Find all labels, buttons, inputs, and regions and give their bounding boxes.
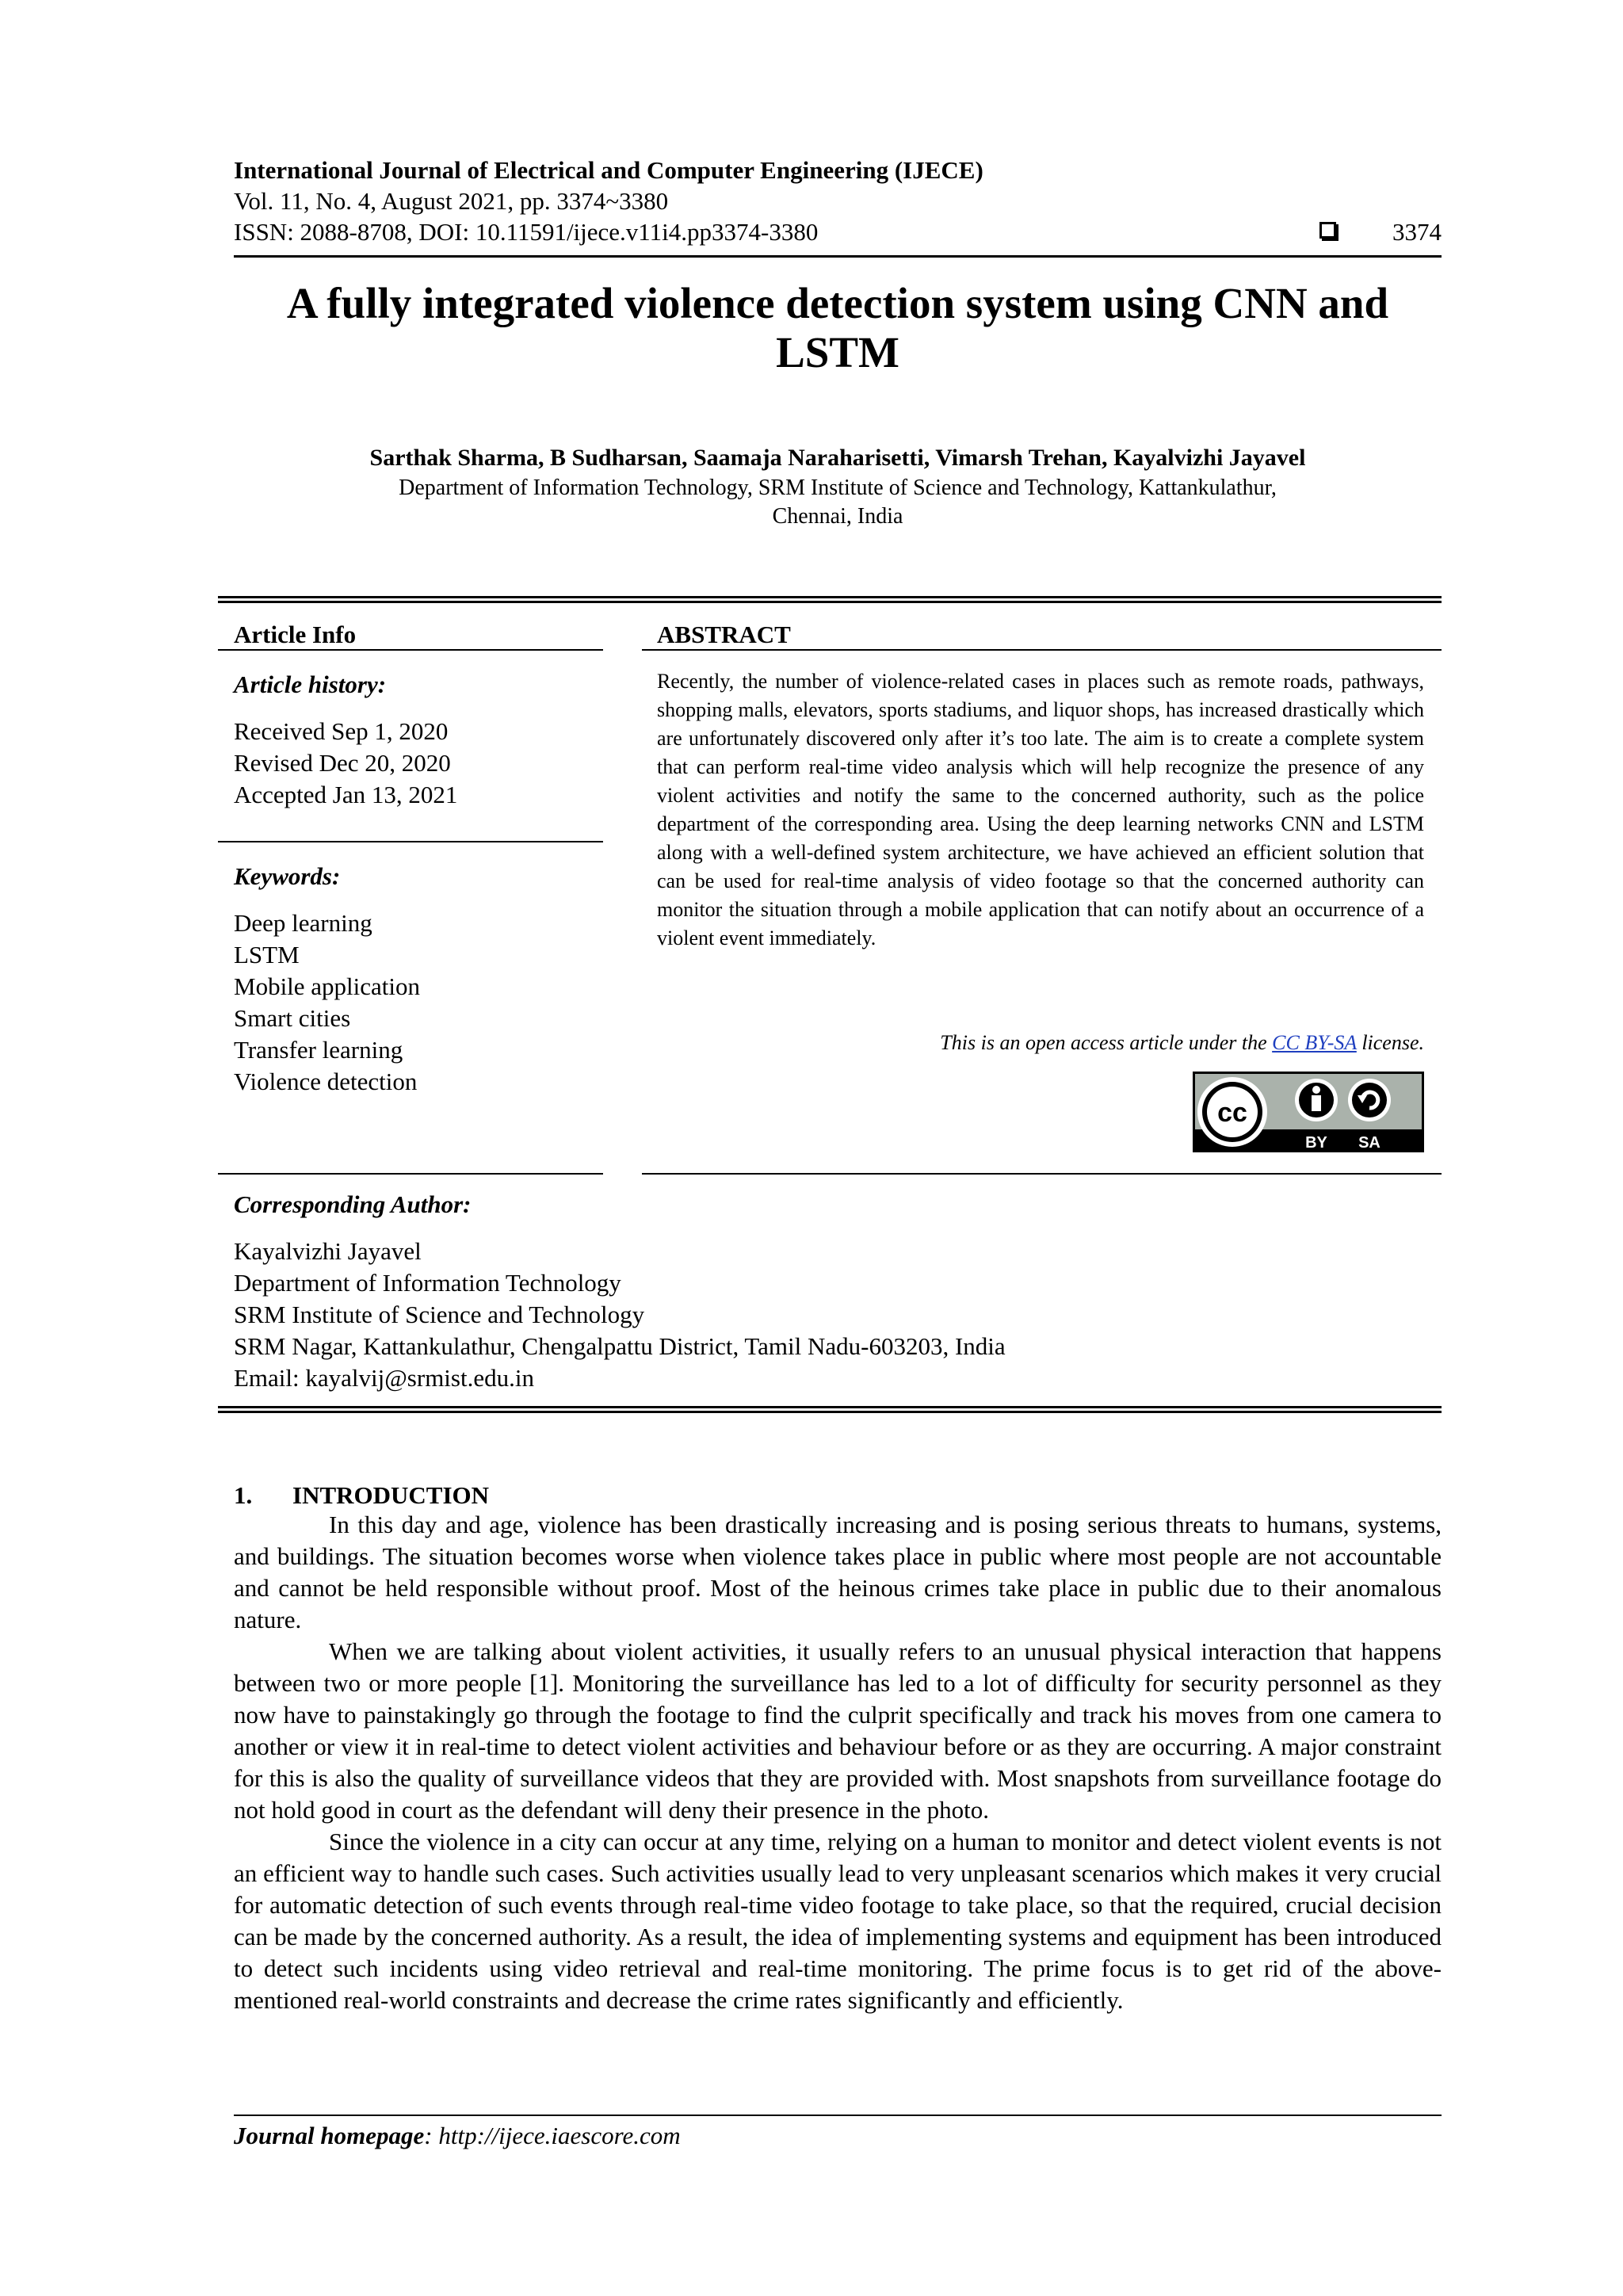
corresponding-email: Email: kayalvij@srmist.edu.in: [234, 1364, 534, 1392]
footer-url[interactable]: : http://ijece.iaescore.com: [424, 2122, 681, 2149]
abstract-text: Recently, the number of violence-related cases in places such as remote roads, pathways, shopping malls, elevators, sports stadiums, and liquor shops, has increased drastically which are unfortunately discovered only after it’s too late. The aim is to create a complete system that can perform real-time video analysis which will help recognize the presence of any violent activities and notify the same to the concerned authority, such as the police department of the corresponding area. Using the deep learning networks CNN and LSTM along with a well-defined system architecture, we have achieved an efficient solution that can be used for real-time analysis of video footage so that the concerned authority can monitor the situation through a mobile application that can notify about an occurrence of a violent event immediately.: [657, 670, 1424, 949]
corresponding-address: SRM Nagar, Kattankulathur, Chengalpattu District, Tamil Nadu-603203, India: [234, 1332, 1006, 1360]
keywords-heading: Keywords:: [234, 862, 341, 890]
footer: [234, 2121, 681, 2151]
keyword-list: [234, 907, 420, 1098]
affiliation-line-1: Department of Information Technology, SRM Institute of Science and Technology, Kattankulathur,: [399, 476, 1277, 500]
paragraph: When we are talking about violent activities, it usually refers to an unusual physical interaction that happens between two or more people [1]. Monitoring the surveillance has led to a lot of difficulty for security personnel as they now have to painstakingly go through the footage to find the culprit specifically and track his moves from one camera to another or view it in real-time to detect violent activities and behaviour before or as they are occurring. A major constraint for this is also the quality of surveillance videos that they are provided with. Most snapshots from surveillance footage do not hold good in court as the defendant will deny their presence in the photo.: [234, 1637, 1442, 1824]
footer-rule: [234, 2115, 1442, 2116]
page-box-icon: [1319, 222, 1336, 239]
license-suffix: license.: [1356, 1031, 1424, 1054]
badge-sa-text: SA: [1358, 1134, 1381, 1152]
header-rule: [234, 255, 1442, 258]
abstract-rule: [642, 649, 1442, 651]
paragraph: Since the violence in a city can occur at any time, relying on a human to monitor and detect violent events is not an efficient way to handle such cases. Such activities usually lead to very unpleasant scenarios which makes it very crucial for automatic detection of such events through real-time video footage to take place, so that the required, crucial decision can be made by the concerned authority. As a result, the idea of implementing systems and equipment has been introduced to detect such incidents using video retrieval and real-time monitoring. The prime focus is to get rid of the above-mentioned real-world constraints and decrease the crime rates significantly and efficiently.: [234, 1828, 1442, 2014]
section-title: INTRODUCTION: [292, 1481, 490, 1509]
footer-label: Journal homepage: [234, 2122, 425, 2149]
keyword-item: LSTM: [234, 941, 300, 968]
paper-title: [234, 279, 1442, 377]
affiliation: [234, 474, 1442, 531]
license-prefix: This is an open access article under the: [940, 1031, 1273, 1054]
badge-cc-text: cc: [1217, 1098, 1247, 1128]
issn-doi: ISSN: 2088-8708, DOI: 10.11591/ijece.v11i4.pp3374-3380: [234, 218, 819, 246]
corresponding-name: Kayalvizhi Jayavel: [234, 1237, 422, 1265]
badge-by-text: BY: [1305, 1134, 1327, 1152]
abstract-heading: ABSTRACT: [657, 621, 791, 648]
affiliation-line-2: Chennai, India: [772, 504, 903, 529]
author-list: Sarthak Sharma, B Sudharsan, Saamaja Naraharisetti, Vimarsh Trehan, Kayalvizhi Jayavel: [369, 445, 1306, 471]
keywords-rule: [218, 841, 603, 842]
paragraph: In this day and age, violence has been drastically increasing and is posing serious threats to humans, systems, and buildings. The situation becomes worse when violence takes place in public where most people are not accountable and cannot be held responsible without proof. Most of the heinous crimes take place in public due to their anomalous nature.: [234, 1511, 1442, 1633]
keyword-item: Smart cities: [234, 1004, 351, 1032]
corresponding-dept: Department of Information Technology: [234, 1269, 621, 1297]
keyword-item: Transfer learning: [234, 1036, 403, 1064]
section-number: 1.: [234, 1481, 253, 1509]
corresponding-heading: Corresponding Author:: [234, 1190, 472, 1218]
keyword-item: Deep learning: [234, 909, 372, 937]
abstract-bottom-rule: [642, 1173, 1442, 1175]
left-bottom-rule: [218, 1173, 603, 1175]
keyword-item: Violence detection: [234, 1068, 418, 1095]
license-link[interactable]: CC BY-SA: [1272, 1031, 1357, 1054]
received-date: Received Sep 1, 2020: [234, 717, 449, 745]
volume-info: Vol. 11, No. 4, August 2021, pp. 3374~3380: [234, 187, 669, 215]
article-history-heading: Article history:: [234, 670, 387, 698]
page-number: 3374: [1392, 218, 1442, 246]
introduction-body: [234, 1509, 1442, 2016]
info-top-rule: [218, 596, 1442, 603]
article-info-heading: Article Info: [234, 621, 357, 648]
revised-date: Revised Dec 20, 2020: [234, 749, 451, 777]
introduction-heading: [234, 1480, 489, 1511]
article-info-rule: [218, 649, 603, 651]
cc-by-sa-badge-icon: [1193, 1072, 1424, 1152]
title-line-2: LSTM: [776, 328, 899, 376]
corresponding-institute: SRM Institute of Science and Technology: [234, 1301, 645, 1328]
title-line-1: A fully integrated violence detection system using CNN and: [286, 279, 1389, 327]
info-bottom-rule: [218, 1406, 1442, 1413]
license-line: [657, 1029, 1424, 1057]
corresponding-author: [234, 1189, 1006, 1394]
journal-name: International Journal of Electrical and Computer Engineering (IJECE): [234, 156, 983, 184]
accepted-date: Accepted Jan 13, 2021: [234, 781, 458, 808]
keyword-item: Mobile application: [234, 972, 421, 1000]
